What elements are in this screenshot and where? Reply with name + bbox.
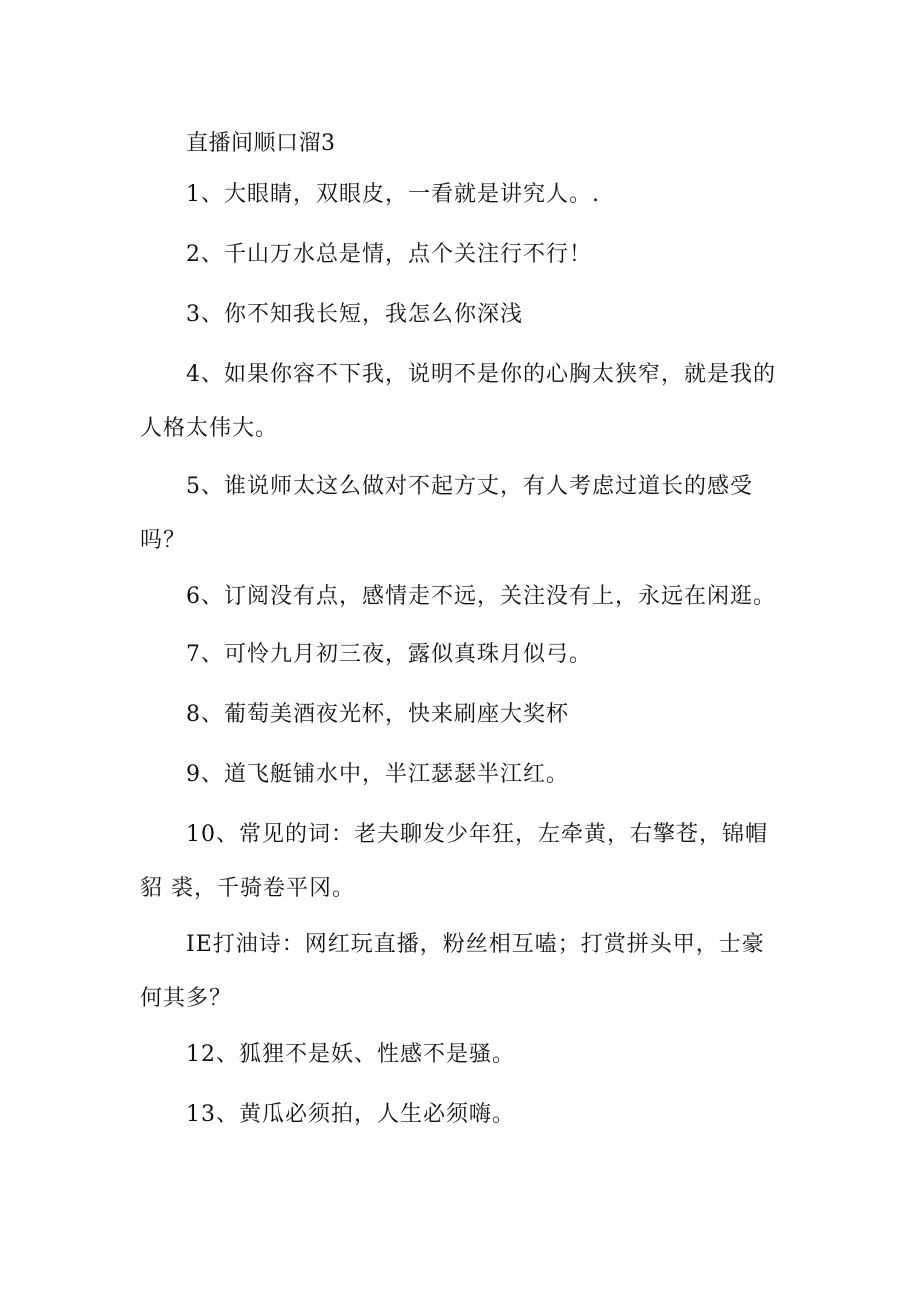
paragraph-12: 12、狐狸不是妖、性感不是骚。 [186, 1042, 515, 1067]
paragraph-7: 7、可怜九月初三夜，露似真珠月似弓。 [186, 642, 592, 667]
paragraph-1: 1、大眼睛，双眼皮，一看就是讲究人。. [186, 182, 600, 207]
paragraph-6: 6、订阅没有点，感情走不远，关注没有上，永远在闲逛。 [186, 584, 776, 609]
paragraph-10: 10、常见的词：老夫聊发少年狂，左牵黄，右擎苍，锦帽貂 裘，千骑卷平冈。 [140, 822, 768, 901]
paragraph-3: 3、你不知我长短，我怎么你深浅 [186, 302, 523, 327]
document-title: 直播间顺口溜3 [186, 131, 336, 156]
paragraph-4: 4、如果你容不下我，说明不是你的心胸太狭窄，就是我的人格太伟大。 [140, 362, 776, 441]
paragraph-8: 8、葡萄美酒夜光杯，快来刷座大奖杯 [186, 702, 569, 727]
paragraph-11: IE打油诗：网红玩直播，粉丝相互嗑；打赏拼头甲，士豪何其多？ [140, 932, 765, 1011]
paragraph-9: 9、道飞艇铺水中，半江瑟瑟半江红。 [186, 762, 569, 787]
paragraph-2: 2、千山万水总是情，点个关注行不行！ [186, 242, 592, 267]
paragraph-5: 5、谁说师太这么做对不起方丈，有人考虑过道长的感受吗？ [140, 474, 753, 553]
paragraph-13: 13、黄瓜必须拍，人生必须嗨。 [186, 1102, 515, 1127]
